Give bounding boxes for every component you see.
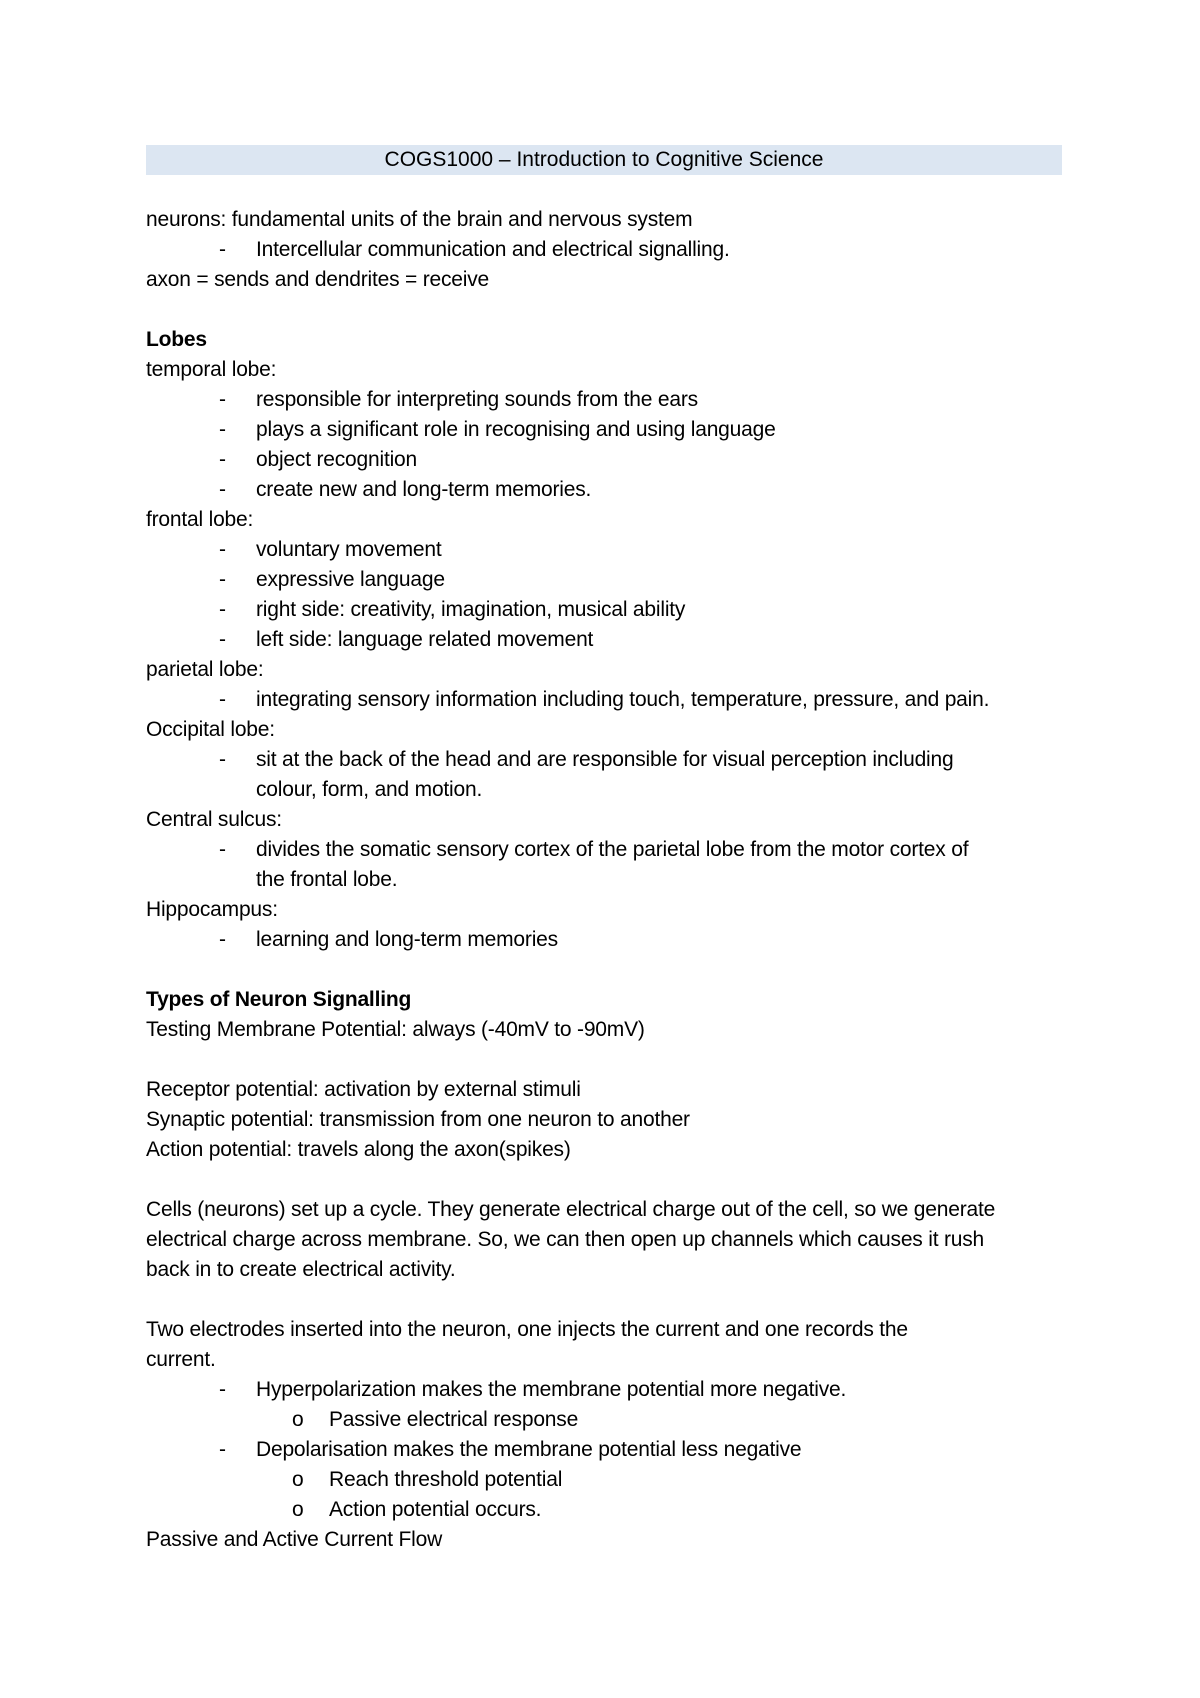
dash-bullet: - <box>219 418 226 441</box>
occipital-label: Occipital lobe: <box>146 718 275 741</box>
dash-bullet: - <box>219 448 226 471</box>
axon-definition: axon = sends and dendrites = receive <box>146 268 490 291</box>
dash-bullet: - <box>219 748 226 771</box>
circle-bullet: o <box>292 1408 304 1431</box>
electrodes-paragraph-line: current. <box>146 1348 216 1371</box>
neurons-point: Intercellular communication and electrical signalling. <box>256 238 730 261</box>
electrodes-paragraph-line: Two electrodes inserted into the neuron, one injects the current and one records the <box>146 1318 908 1341</box>
dash-bullet: - <box>219 598 226 621</box>
temporal-point: object recognition <box>256 448 418 471</box>
lobes-heading: Lobes <box>146 328 207 351</box>
central-sulcus-continuation: the frontal lobe. <box>256 868 398 891</box>
circle-bullet: o <box>292 1468 304 1491</box>
temporal-point: create new and long-term memories. <box>256 478 592 501</box>
hyperpolarization-point: Hyperpolarization makes the membrane potential more negative. <box>256 1378 847 1401</box>
dash-bullet: - <box>219 688 226 711</box>
dash-bullet: - <box>219 388 226 411</box>
frontal-label: frontal lobe: <box>146 508 254 531</box>
action-potential: Action potential: travels along the axon(spikes) <box>146 1138 571 1161</box>
depolarisation-subpoint: Action potential occurs. <box>329 1498 542 1521</box>
hyperpolarization-subpoint: Passive electrical response <box>329 1408 579 1431</box>
temporal-label: temporal lobe: <box>146 358 277 381</box>
dash-bullet: - <box>219 838 226 861</box>
cells-paragraph-line: Cells (neurons) set up a cycle. They generate electrical charge out of the cell, so we generate <box>146 1198 996 1221</box>
frontal-point: right side: creativity, imagination, musical ability <box>256 598 686 621</box>
cells-paragraph-line: back in to create electrical activity. <box>146 1258 456 1281</box>
frontal-point: voluntary movement <box>256 538 442 561</box>
frontal-point: left side: language related movement <box>256 628 594 651</box>
occipital-continuation: colour, form, and motion. <box>256 778 483 801</box>
circle-bullet: o <box>292 1498 304 1521</box>
temporal-point: responsible for interpreting sounds from the ears <box>256 388 698 411</box>
dash-bullet: - <box>219 538 226 561</box>
occipital-point: sit at the back of the head and are responsible for visual perception including <box>256 748 954 771</box>
depolarisation-subpoint: Reach threshold potential <box>329 1468 563 1491</box>
dash-bullet: - <box>219 1378 226 1401</box>
dash-bullet: - <box>219 568 226 591</box>
synaptic-potential: Synaptic potential: transmission from one neuron to another <box>146 1108 690 1131</box>
hippocampus-point: learning and long-term memories <box>256 928 558 951</box>
dash-bullet: - <box>219 628 226 651</box>
testing-potential: Testing Membrane Potential: always (-40mV to -90mV) <box>146 1018 645 1041</box>
dash-bullet: - <box>219 1438 226 1461</box>
parietal-point: integrating sensory information including touch, temperature, pressure, and pain. <box>256 688 990 711</box>
central-sulcus-point: divides the somatic sensory cortex of the parietal lobe from the motor cortex of <box>256 838 969 861</box>
dash-bullet: - <box>219 928 226 951</box>
signalling-heading: Types of Neuron Signalling <box>146 988 412 1011</box>
neurons-definition: neurons: fundamental units of the brain and nervous system <box>146 208 693 231</box>
dash-bullet: - <box>219 478 226 501</box>
frontal-point: expressive language <box>256 568 445 591</box>
temporal-point: plays a significant role in recognising and using language <box>256 418 776 441</box>
dash-bullet: - <box>219 238 226 261</box>
central-sulcus-label: Central sulcus: <box>146 808 282 831</box>
hippocampus-label: Hippocampus: <box>146 898 278 921</box>
receptor-potential: Receptor potential: activation by external stimuli <box>146 1078 581 1101</box>
page-title: COGS1000 – Introduction to Cognitive Science <box>384 148 824 171</box>
cells-paragraph-line: electrical charge across membrane. So, we can then open up channels which causes it rush <box>146 1228 985 1251</box>
parietal-label: parietal lobe: <box>146 658 264 681</box>
depolarisation-point: Depolarisation makes the membrane potential less negative <box>256 1438 802 1461</box>
passive-active-current: Passive and Active Current Flow <box>146 1528 443 1551</box>
